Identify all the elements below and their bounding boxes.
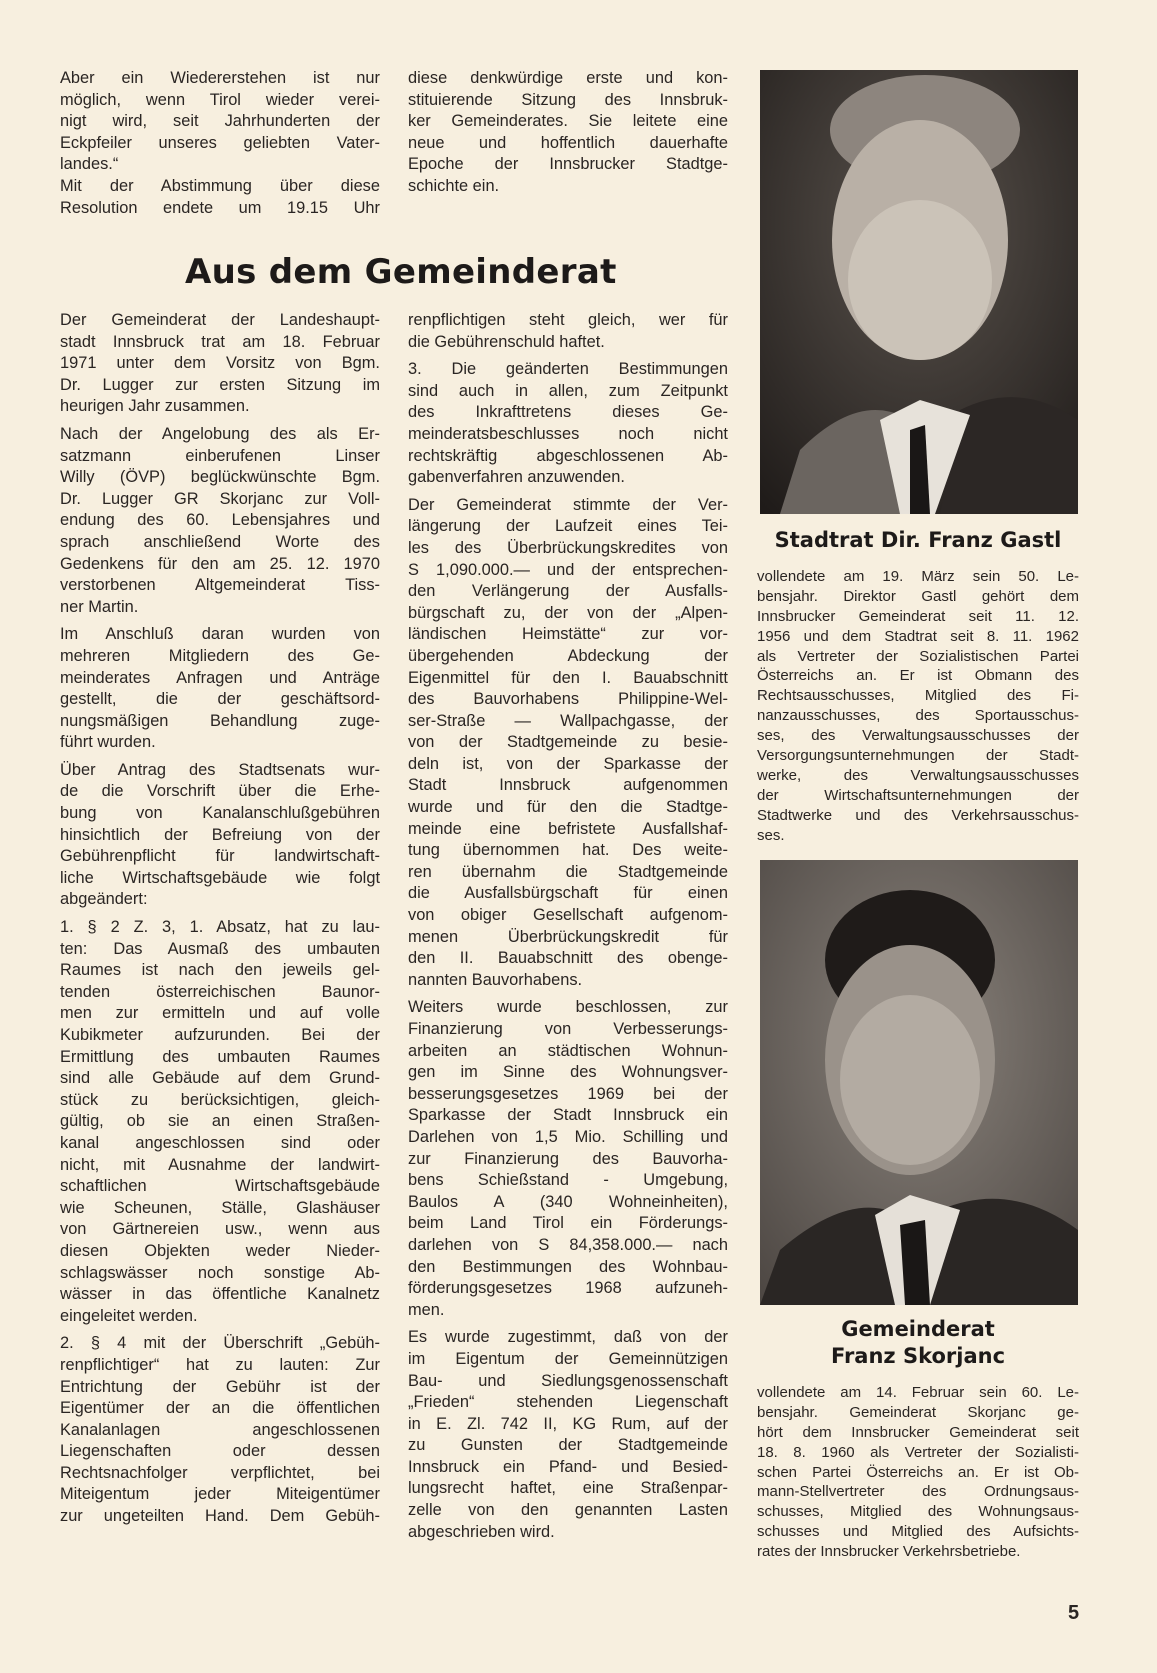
- text-line: Dr. Lugger GR Skorjanc zur Voll-: [60, 489, 380, 508]
- text-line: wie Scheunen, Ställe, Glashäuser: [60, 1198, 380, 1217]
- text-line: darlehen von S 84,358.000.— nach: [408, 1235, 728, 1254]
- text-line: tenden österreichischen Baunor-: [60, 982, 380, 1001]
- paragraph: [408, 359, 728, 489]
- text-line: Ermittlung des umbauten Raumes: [60, 1047, 380, 1066]
- text-line: lungsrecht haftet, eine Straßenpar-: [408, 1479, 728, 1498]
- text-line: Miteigentum jeder Miteigentümer: [60, 1485, 380, 1504]
- text-line: ner Martin.: [60, 597, 139, 616]
- text-line: Sparkasse der Stadt Innsbruck ein: [408, 1106, 728, 1125]
- text-line: neue und hoffentlich dauerhafte: [408, 133, 728, 152]
- text-line: ker Gemeinderates. Sie leitete eine: [408, 112, 728, 131]
- text-line: meinderates Anfragen und Anträge: [60, 668, 380, 687]
- text-line: bensjahr. Gemeinderat Skorjanc ge-: [757, 1403, 1079, 1421]
- portrait-photo-skorjanc: [760, 860, 1078, 1305]
- text-line: wurde und für den die Stadtge-: [408, 798, 728, 817]
- text-line: menen Überbrückungskredit für: [408, 927, 728, 946]
- text-line: werke, des Verwaltungsausschusses: [757, 766, 1079, 784]
- text-line: als Vertreter der Sozialistischen Partei: [757, 647, 1079, 665]
- text-line: S 1,090.000.— und der entsprechen-: [408, 560, 728, 579]
- text-line: in E. Zl. 742 II, KG Rum, auf der: [408, 1414, 728, 1433]
- text-line: ten: Das Ausmaß des umbauten: [60, 939, 380, 958]
- text-line: gabenverfahren anzuwenden.: [408, 468, 625, 487]
- text-line: des Inkrafttretens dieses Ge-: [408, 403, 728, 422]
- continuation-left: [60, 68, 380, 219]
- profile-title-skorjanc: [757, 1316, 1079, 1370]
- text-line: bürgschaft zu, der von der „Alpen-: [408, 603, 728, 622]
- text-line: im Eigentum der Gemeinnützigen: [408, 1349, 728, 1368]
- paragraph: [408, 495, 728, 992]
- text-line: den Bestimmungen des Wohnbau-: [408, 1257, 728, 1276]
- text-line: von Gärtnereien usw., wenn aus: [60, 1220, 380, 1239]
- text-line: Raumes ist nach den jeweils gel-: [60, 961, 380, 980]
- text-line: Kanalanlagen angeschlossenen: [60, 1420, 380, 1439]
- text-line: Der Gemeinderat stimmte der Ver-: [408, 495, 728, 514]
- text-line: Innsbrucker Gemeinderat seit 11. 12.: [757, 607, 1079, 625]
- text-line: Weiters wurde beschlossen, zur: [408, 998, 728, 1017]
- text-line: tung übernommen hat. Des weite-: [408, 841, 728, 860]
- text-line: 3. Die geänderten Bestimmungen: [408, 360, 728, 379]
- text-line: nigt wird, seit Jahrhunderten der: [60, 112, 380, 131]
- text-line: schusses, Mitglied des Wohnungsaus-: [757, 1503, 1079, 1521]
- text-line: Im Anschluß daran wurden von: [60, 625, 380, 644]
- text-line: die Gebührenschuld haftet.: [408, 332, 605, 351]
- text-line: längerung der Laufzeit eines Tei-: [408, 517, 728, 536]
- text-line: zur Finanzierung des Bauvorha-: [408, 1149, 728, 1168]
- portrait-skorjanc-image: [760, 860, 1078, 1305]
- text-line: hinsichtlich der Befreiung von der: [60, 825, 380, 844]
- text-line: des Bauvorhabens Philippine-Wel-: [408, 690, 728, 709]
- article-column-left: [60, 310, 380, 1534]
- text-line: die Ausfallsbürgschaft für einen: [408, 884, 728, 903]
- text-line: Gebührenpflicht für landwirtschaft-: [60, 847, 380, 866]
- text-line: heurigen Jahr zusammen.: [60, 397, 250, 416]
- text-line: diesen Objekten weder Nieder-: [60, 1241, 380, 1260]
- text-line: gen im Sinne des Wohnungsver-: [408, 1063, 728, 1082]
- text-line: Kubikmeter aufzurunden. Bei der: [60, 1026, 380, 1044]
- text-line: Liegenschaften oder dessen: [60, 1442, 380, 1461]
- text-line: 2. § 4 mit der Überschrift „Gebüh-: [60, 1334, 380, 1353]
- text-line: ses.: [757, 826, 785, 844]
- paragraph: [60, 624, 380, 754]
- text-line: ländischen Heimstätte“ zur vor-: [408, 625, 728, 644]
- profile-title-line: Stadtrat Dir. Franz Gastl: [774, 528, 1062, 552]
- text-line: vollendete am 19. März sein 50. Le-: [757, 568, 1079, 585]
- text-line: von der Stadtgemeinde zu besie-: [408, 733, 728, 752]
- text-line: „Frieden“ stehenden Liegenschaft: [408, 1393, 728, 1412]
- text-line: arbeiten an städtischen Wohnun-: [408, 1041, 728, 1060]
- text-line: Eigenmittel für den I. Bauabschnitt: [408, 668, 728, 687]
- text-line: der Wirtschaftsunternehmungen der: [757, 786, 1079, 804]
- text-line: Eckpfeiler unseres geliebten Vater-: [60, 133, 380, 152]
- text-line: Finanzierung von Verbesserungs-: [408, 1020, 728, 1038]
- text-line: de die Vorschrift über die Erhe-: [60, 782, 380, 801]
- text-line: von obiger Gesellschaft aufgenom-: [408, 906, 728, 925]
- text-line: meinde eine befristete Ausfallshaf-: [408, 819, 728, 838]
- text-line: Darlehen von 1,5 Mio. Schilling und: [408, 1127, 728, 1146]
- text-line: Eigentümer der an die öffentlichen: [60, 1399, 380, 1418]
- paragraph: [60, 760, 380, 911]
- text-line: gestellt, die der geschäftsord-: [60, 690, 380, 709]
- paragraph: [60, 310, 380, 418]
- text-line: Bau- und Siedlungsgenossenschaft: [408, 1371, 728, 1390]
- text-line: satzmann einberufenen Linser: [60, 446, 380, 465]
- text-line: renpflichtiger“ hat zu lauten: Zur: [60, 1355, 380, 1374]
- text-line: 1971 unter dem Vorsitz von Bgm.: [60, 354, 380, 373]
- paragraph: [408, 1327, 728, 1543]
- text-line: men zur ermitteln und auf volle: [60, 1004, 380, 1023]
- text-line: rates der Innsbrucker Verkehrsbetriebe.: [757, 1543, 1021, 1561]
- text-line: möglich, wenn Tirol wieder verei-: [60, 90, 380, 109]
- text-line: les des Überbrückungskredites von: [408, 538, 728, 557]
- text-line: 1956 und dem Stadtrat seit 8. 11. 1962: [757, 627, 1079, 645]
- text-line: zelle von den genannten Lasten: [408, 1501, 728, 1520]
- text-line: schen Partei Österreichs an. Er ist Ob-: [757, 1463, 1079, 1481]
- text-line: diese denkwürdige erste und kon-: [408, 69, 728, 87]
- text-line: Über Antrag des Stadtsenats wur-: [60, 760, 380, 779]
- page-number: 5: [1068, 1602, 1080, 1624]
- text-line: führt wurden.: [60, 733, 156, 752]
- text-line: bens Schießstand - Umgebung,: [408, 1171, 728, 1190]
- paragraph: [408, 310, 728, 353]
- text-line: nungsmäßigen Behandlung zuge-: [60, 711, 380, 730]
- text-line: Epoche der Innsbrucker Stadtge-: [408, 155, 728, 174]
- text-line: nannten Bauvorhabens.: [408, 970, 583, 989]
- text-line: schaftlichen Wirtschaftsgebäude: [60, 1177, 380, 1196]
- text-line: Rechtsausschusses, Mitglied des Fi-: [757, 687, 1079, 705]
- text-line: Resolution endete um 19.15 Uhr: [60, 198, 380, 217]
- text-line: mehreren Mitgliedern des Ge-: [60, 646, 380, 665]
- text-line: Aber ein Wiedererstehen ist nur: [60, 69, 380, 87]
- text-line: zur ungeteilten Hand. Dem Gebüh-: [60, 1507, 380, 1526]
- text-line: ren übernahm die Stadtgemeinde: [408, 862, 728, 881]
- text-line: mann-Stellvertreter des Ordnungsaus-: [757, 1483, 1079, 1501]
- profile-title-line: Gemeinderat: [841, 1317, 995, 1341]
- profile-title-gastl: [757, 528, 1079, 552]
- text-line: Baulos A (340 Wohneinheiten),: [408, 1192, 728, 1211]
- text-line: nicht, mit Ausnahme der landwirt-: [60, 1155, 380, 1174]
- text-line: Gedenkens für den am 25. 12. 1970: [60, 554, 380, 573]
- text-line: liche Wirtschaftsgebäude wie folgt: [60, 868, 380, 887]
- text-line: nanzausschusses, des Sportausschus-: [757, 707, 1079, 725]
- text-line: ser-Straße — Wallpachgasse, der: [408, 711, 728, 730]
- text-line: Es wurde zugestimmt, daß von der: [408, 1328, 728, 1347]
- text-line: schusses und Mitglied des Aufsichts-: [757, 1523, 1079, 1541]
- text-line: renpflichtigen steht gleich, wer für: [408, 311, 728, 329]
- text-line: men.: [408, 1300, 445, 1319]
- text-line: stituierende Sitzung des Innsbruk-: [408, 90, 728, 109]
- profile-title-line: Franz Skorjanc: [830, 1344, 1006, 1368]
- text-line: meinderatsbeschlusses noch nicht: [408, 424, 728, 443]
- text-line: gültig, ob sie an einen Straßen-: [60, 1112, 380, 1131]
- text-line: den II. Bauabschnitt des obenge-: [408, 949, 728, 968]
- text-line: Stadtwerke und des Verkehrsausschus-: [757, 806, 1079, 824]
- text-line: den Verlängerung der Ausfalls-: [408, 582, 728, 601]
- text-line: stück zu berücksichtigen, gleich-: [60, 1090, 380, 1109]
- paragraph: [60, 424, 380, 618]
- text-line: stadt Innsbruck trat am 18. Februar: [60, 332, 380, 351]
- text-line: endung des 60. Lebensjahres und: [60, 511, 380, 530]
- text-line: rechtskräftig abgeschlossenen Ab-: [408, 446, 728, 465]
- article-heading: Aus dem Gemeinderat: [185, 252, 617, 292]
- text-line: 18. 8. 1960 als Vertreter der Sozialisti-: [757, 1443, 1079, 1461]
- text-line: besserungsgesetzes 1969 bei der: [408, 1084, 728, 1103]
- text-line: landes.“: [60, 155, 119, 174]
- portrait-photo-gastl: [760, 70, 1078, 514]
- text-line: wässer in das öffentliche Kanalnetz: [60, 1285, 380, 1304]
- continuation-middle: [408, 68, 728, 198]
- text-line: Der Gemeinderat der Landeshaupt-: [60, 311, 380, 329]
- text-line: eingeleitet werden.: [60, 1306, 198, 1325]
- text-line: verstorbenen Altgemeinderat Tiss-: [60, 576, 380, 595]
- text-line: sprach anschließend Worte des: [60, 532, 380, 551]
- text-line: übergehenden Abdeckung der: [408, 646, 728, 665]
- text-line: deln ist, von der Sparkasse der: [408, 754, 728, 773]
- text-line: Österreichs an. Er ist Obmann des: [757, 667, 1079, 685]
- text-line: bensjahr. Direktor Gastl gehört dem: [757, 587, 1079, 605]
- text-line: hört dem Innsbrucker Gemeinderat seit: [757, 1423, 1079, 1441]
- text-line: vollendete am 14. Februar sein 60. Le-: [757, 1384, 1079, 1401]
- text-line: zu Gunsten der Stadtgemeinde: [408, 1436, 728, 1455]
- text-line: Rechtsnachfolger verpflichtet, bei: [60, 1463, 380, 1482]
- text-line: abgeändert:: [60, 890, 148, 909]
- text-line: Stadt Innsbruck aufgenommen: [408, 776, 728, 795]
- text-line: Willy (ÖVP) beglückwünschte Bgm.: [60, 468, 380, 487]
- paragraph: [408, 997, 728, 1321]
- text-line: beim Land Tirol ein Förderungs-: [408, 1214, 728, 1233]
- text-line: schichte ein.: [408, 176, 500, 195]
- text-line: Innsbruck ein Pfand- und Besied-: [408, 1457, 728, 1476]
- text-line: abgeschrieben wird.: [408, 1522, 555, 1541]
- text-line: schlagswässer noch sonstige Ab-: [60, 1263, 380, 1282]
- text-line: kanal angeschlossen sind oder: [60, 1133, 380, 1152]
- paragraph: [60, 1333, 380, 1527]
- paragraph: [60, 917, 380, 1327]
- text-line: ses, des Verwaltungsausschusses der: [757, 727, 1079, 745]
- text-line: 1. § 2 Z. 3, 1. Absatz, hat zu lau-: [60, 918, 380, 937]
- text-line: bung von Kanalanschlußgebühren: [60, 804, 380, 823]
- text-line: Mit der Abstimmung über diese: [60, 176, 380, 195]
- text-line: sind auch in allen, zum Zeitpunkt: [408, 381, 728, 400]
- text-line: förderungsgesetzes 1968 aufzuneh-: [408, 1279, 728, 1298]
- article-column-middle: [408, 310, 728, 1549]
- portrait-gastl-image: [760, 70, 1078, 514]
- text-line: Dr. Lugger zur ersten Sitzung im: [60, 375, 380, 394]
- profile-text-gastl: [757, 567, 1079, 845]
- text-line: Entrichtung der Gebühr ist der: [60, 1377, 380, 1396]
- text-line: sind alle Gebäude auf dem Grund-: [60, 1069, 380, 1088]
- profile-text-skorjanc: [757, 1383, 1079, 1562]
- text-line: Versorgungsunternehmungen der Stadt-: [757, 747, 1079, 765]
- text-line: Nach der Angelobung des als Er-: [60, 424, 380, 443]
